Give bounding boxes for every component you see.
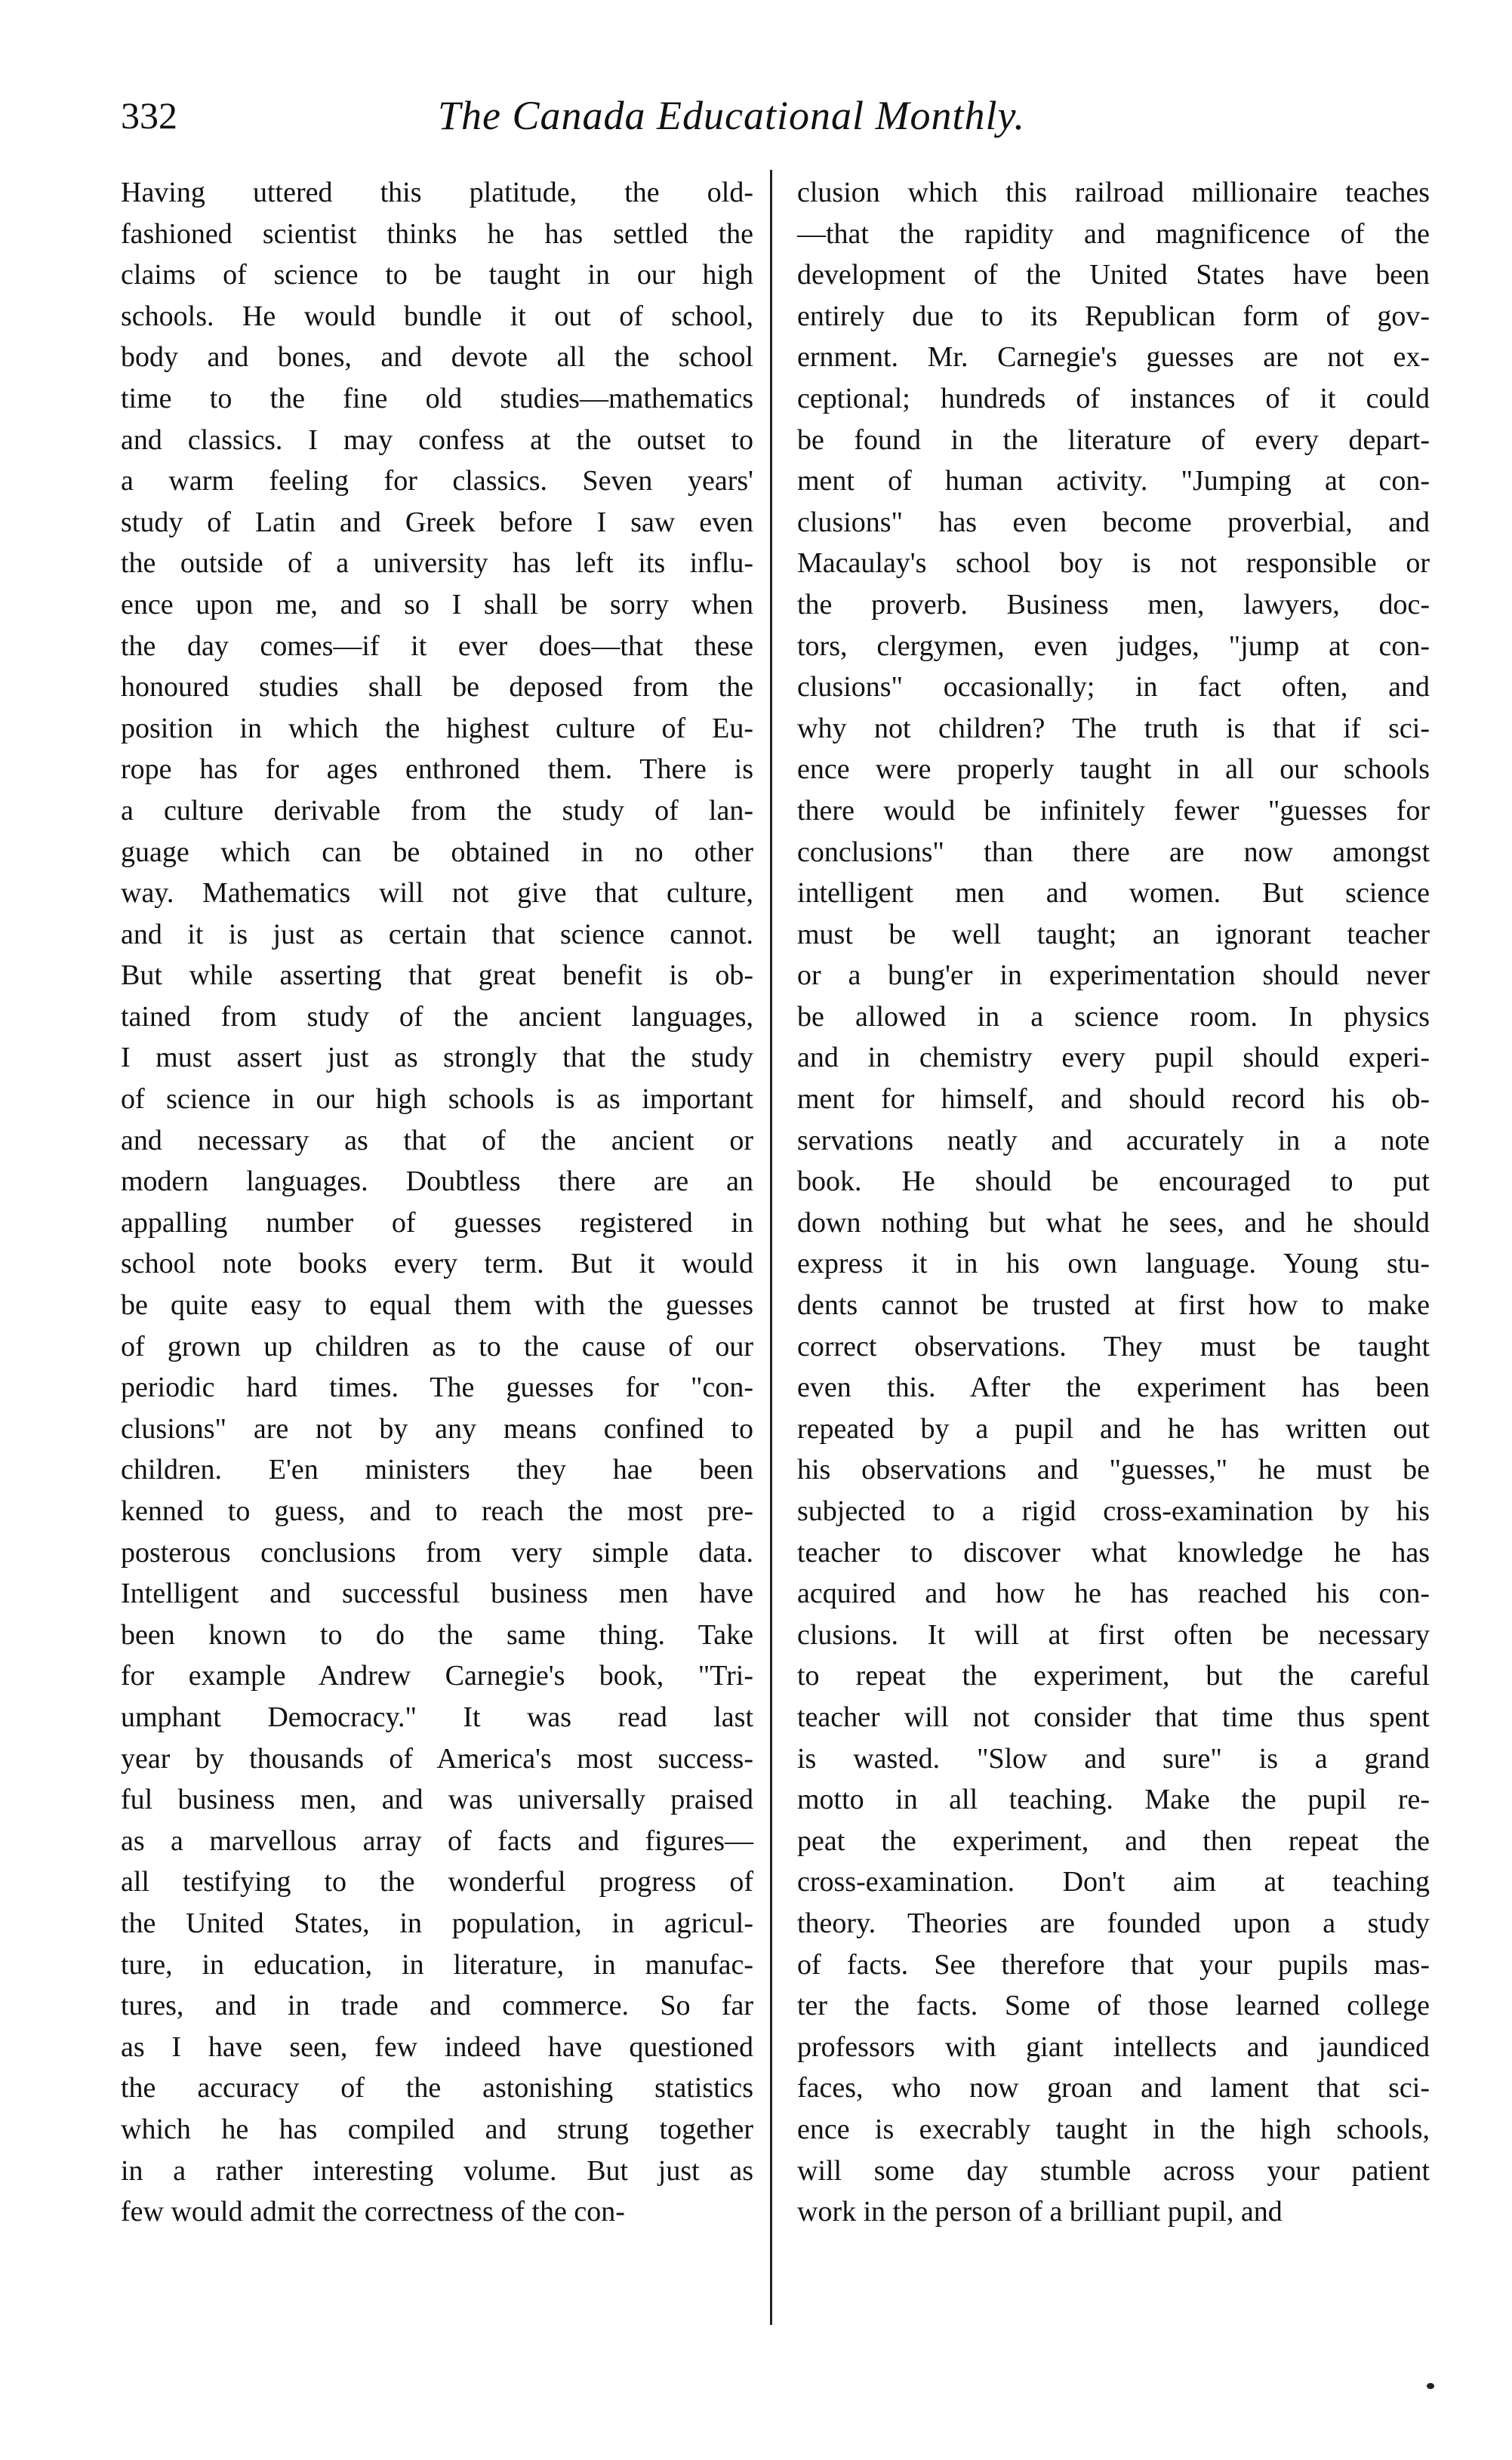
text-line: schools. He would bundle it out of school, — [121, 300, 753, 332]
text-line: ment for himself, and should record his ob- — [797, 1083, 1430, 1116]
text-line: appalling number of guesses registered in — [121, 1206, 753, 1239]
text-line: ernment. Mr. Carnegie's guesses are not ex- — [797, 341, 1430, 374]
text-line: is wasted. "Slow and sure" is a grand — [797, 1742, 1430, 1775]
text-line: study of Latin and Greek before I saw even — [121, 506, 753, 538]
text-line: Macaulay's school boy is not responsible or — [797, 547, 1430, 580]
text-line: of facts. See therefore that your pupils mas- — [797, 1948, 1430, 1981]
text-line: all testifying to the wonderful progress of — [121, 1866, 753, 1898]
text-line: why not children? The truth is that if sci- — [797, 712, 1430, 744]
text-line: and in chemistry every pupil should experi- — [797, 1042, 1430, 1074]
text-line: I must assert just as strongly that the study — [121, 1042, 753, 1074]
text-line: the outside of a university has left its influ- — [121, 547, 753, 580]
text-line: Having uttered this platitude, the old- — [121, 177, 753, 208]
text-line: ence is execrably taught in the high schools, — [797, 2113, 1430, 2145]
text-line: way. Mathematics will not give that culture, — [121, 877, 753, 910]
text-line: development of the United States have been — [797, 259, 1430, 291]
ink-dot — [1427, 2383, 1434, 2389]
text-line: be quite easy to equal them with the guesses — [121, 1289, 753, 1322]
text-line: body and bones, and devote all the school — [121, 341, 753, 374]
text-line: posterous conclusions from very simple data. — [121, 1536, 753, 1569]
text-line: acquired and how he has reached his con- — [797, 1578, 1430, 1610]
text-line: tures, and in trade and commerce. So far — [121, 1990, 753, 2022]
page-header — [121, 89, 1427, 142]
text-line: honoured studies shall be deposed from the — [121, 671, 753, 704]
text-line: correct observations. They must be taught — [797, 1330, 1430, 1362]
text-line: clusions" occasionally; in fact often, and — [797, 671, 1430, 704]
text-line: cross-examination. Don't aim at teaching — [797, 1866, 1430, 1898]
text-line: children. E'en ministers they hae been — [121, 1454, 753, 1486]
text-line: as I have seen, few indeed have questioned — [121, 2031, 753, 2063]
text-line: few would admit the correctness of the con- — [121, 2196, 625, 2228]
text-line: down nothing but what he sees, and he should — [797, 1206, 1430, 1239]
text-line: time to the fine old studies—mathematics — [121, 382, 753, 414]
text-line: conclusions" than there are now amongst — [797, 836, 1430, 868]
text-line: servations neatly and accurately in a note — [797, 1124, 1430, 1156]
text-line: subjected to a rigid cross-examination by his — [797, 1495, 1430, 1527]
text-line: and classics. I may confess at the outset to — [121, 423, 753, 456]
text-line: as a marvellous array of facts and figures— — [121, 1824, 753, 1857]
running-title: The Canada Educational Monthly. — [438, 93, 1025, 138]
text-line: kenned to guess, and to reach the most pre- — [121, 1495, 753, 1527]
column-divider — [770, 170, 772, 2325]
text-line: for example Andrew Carnegie's book, "Tri- — [121, 1660, 753, 1692]
text-line: theory. Theories are founded upon a study — [797, 1907, 1430, 1939]
text-line: been known to do the same thing. Take — [121, 1618, 753, 1651]
text-line: rope has for ages enthroned them. There is — [121, 753, 753, 786]
text-line: school note books every term. But it would — [121, 1248, 753, 1280]
text-line: and it is just as certain that science cannot. — [121, 918, 753, 950]
text-line: —that the rapidity and magnificence of the — [797, 217, 1430, 250]
text-line: ence upon me, and so I shall be sorry when — [121, 588, 753, 620]
text-line: a culture derivable from the study of lan- — [121, 794, 753, 827]
text-line: even this. After the experiment has been — [797, 1372, 1430, 1404]
text-line: of grown up children as to the cause of our — [121, 1330, 753, 1362]
text-line: faces, who now groan and lament that sci- — [797, 2072, 1430, 2104]
text-line: dents cannot be trusted at first how to make — [797, 1289, 1430, 1322]
text-line: express it in his own language. Young stu- — [797, 1248, 1430, 1280]
text-line: which he has compiled and strung together — [121, 2113, 753, 2145]
text-line: position in which the highest culture of Eu- — [121, 712, 753, 744]
text-line: to repeat the experiment, but the careful — [797, 1660, 1430, 1692]
left-column — [121, 172, 753, 2233]
text-line: ture, in education, in literature, in manufac- — [121, 1948, 753, 1981]
text-line: a warm feeling for classics. Seven years' — [121, 465, 753, 497]
text-line: the day comes—if it ever does—that these — [121, 630, 753, 662]
text-line: in a rather interesting volume. But just as — [121, 2154, 753, 2187]
text-line: repeated by a pupil and he has written out — [797, 1412, 1430, 1445]
text-line: periodic hard times. The guesses for "con- — [121, 1372, 753, 1404]
text-line: tors, clergymen, even judges, "jump at con- — [797, 630, 1430, 662]
text-line: motto in all teaching. Make the pupil re- — [797, 1784, 1430, 1816]
text-line: professors with giant intellects and jaundiced — [797, 2031, 1430, 2063]
text-line: tained from study of the ancient languages, — [121, 1000, 753, 1033]
text-line: work in the person of a brilliant pupil, and — [797, 2196, 1283, 2228]
text-line: teacher will not consider that time thus spent — [797, 1701, 1430, 1733]
text-line: modern languages. Doubtless there are an — [121, 1165, 753, 1198]
text-line: Intelligent and successful business men have — [121, 1578, 753, 1610]
text-line: the United States, in population, in agricul- — [121, 1907, 753, 1939]
text-line: book. He should be encouraged to put — [797, 1165, 1430, 1198]
text-line: be allowed in a science room. In physics — [797, 1000, 1430, 1033]
text-line: umphant Democracy." It was read last — [121, 1701, 753, 1733]
text-line: intelligent men and women. But science — [797, 877, 1430, 910]
text-line: and necessary as that of the ancient or — [121, 1124, 753, 1156]
text-line: the accuracy of the astonishing statistics — [121, 2072, 753, 2104]
text-line: ter the facts. Some of those learned college — [797, 1990, 1430, 2022]
text-line: fashioned scientist thinks he has settled the — [121, 217, 753, 250]
text-line: of science in our high schools is as important — [121, 1083, 753, 1116]
text-line: will some day stumble across your patient — [797, 2154, 1430, 2187]
text-line: clusions. It will at first often be necessary — [797, 1618, 1430, 1651]
text-line: teacher to discover what knowledge he has — [797, 1536, 1430, 1569]
text-line: the proverb. Business men, lawyers, doc- — [797, 588, 1430, 620]
text-line: ful business men, and was universally praised — [121, 1784, 753, 1816]
text-line: be found in the literature of every depart- — [797, 423, 1430, 456]
text-line: must be well taught; an ignorant teacher — [797, 918, 1430, 950]
text-line: claims of science to be taught in our high — [121, 259, 753, 291]
text-line: clusion which this railroad millionaire teaches — [797, 177, 1430, 208]
text-line: peat the experiment, and then repeat the — [797, 1824, 1430, 1857]
right-column — [797, 172, 1430, 2233]
text-line: his observations and "guesses," he must be — [797, 1454, 1430, 1486]
text-line: But while asserting that great benefit is ob- — [121, 959, 753, 992]
text-line: clusions" has even become proverbial, and — [797, 506, 1430, 538]
text-line: ceptional; hundreds of instances of it could — [797, 382, 1430, 414]
text-line: ence were properly taught in all our schools — [797, 753, 1430, 786]
text-line: year by thousands of America's most success- — [121, 1742, 753, 1775]
page-number: 332 — [121, 94, 177, 137]
text-line: entirely due to its Republican form of gov- — [797, 300, 1430, 332]
text-line: ment of human activity. "Jumping at con- — [797, 465, 1430, 497]
text-line: guage which can be obtained in no other — [121, 836, 753, 868]
text-line: clusions" are not by any means confined to — [121, 1412, 753, 1445]
text-line: or a bung'er in experimentation should never — [797, 959, 1430, 992]
text-line: there would be infinitely fewer "guesses for — [797, 794, 1430, 827]
